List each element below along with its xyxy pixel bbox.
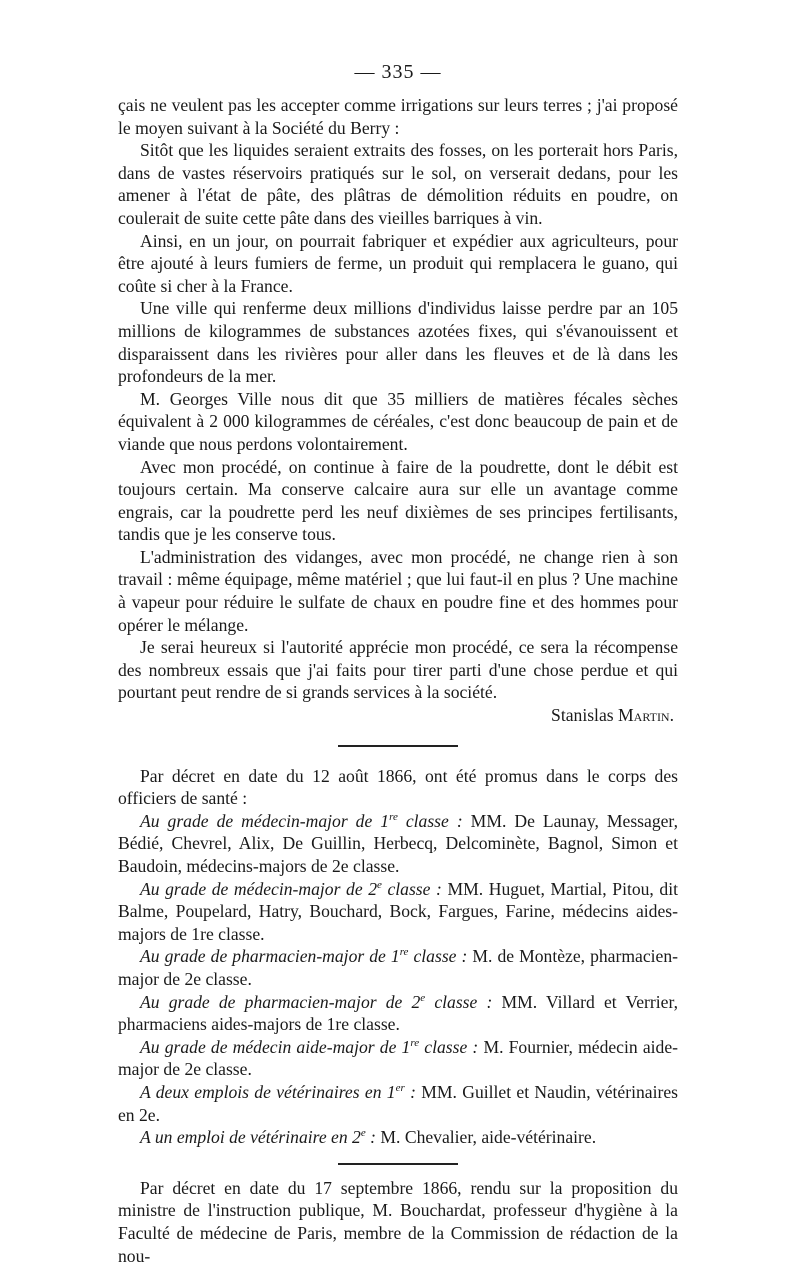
promotion-grade-text: classe : <box>408 946 468 967</box>
article-body <box>118 94 678 727</box>
promotion-list <box>118 810 678 1149</box>
decree-promotions <box>118 765 678 1149</box>
paragraph: Avec mon procédé, on continue à faire de la poudrette, dont le débit est toujours certain. Ma conserve calcaire aura sur elle un avantage comme engrais, car la poudrette perd les neuf dixièmes de ses principes fertilisants, tandis que je les conserve tous. <box>118 456 678 545</box>
promotion-grade-text: classe : <box>397 810 463 831</box>
promotion-grade <box>140 1037 478 1057</box>
promotion-grade-superscript: re <box>410 1036 420 1049</box>
author-signature <box>118 704 678 727</box>
paragraph: Une ville qui renferme deux millions d'individus laisse perdre par an 105 millions de kilogrammes de substances azotées fixes, qui s'évanouissent et disparaissent dans les rivières pour aller dans les fleuves et de là dans les profondeurs de la mer. <box>118 298 678 387</box>
promotion-grade-text: classe : <box>419 1036 479 1057</box>
promotion-names: M. Fournier, médecin aide-major de 2e classe. <box>118 1036 678 1080</box>
decree-bouchardat: Par décret en date du 17 septembre 1866, rendu sur la proposition du ministre de l'instruction publique, M. Bouchardat, professeur d'hygiène à la Faculté de médecine de Paris, membre de la Commission de rédaction de la nou- <box>118 1177 678 1266</box>
promotion-grade <box>140 1127 376 1147</box>
promotion-grade-text: A deux emplois de vétérinaires en 1 <box>140 1081 396 1102</box>
promotion-grade-text: Au grade de pharmacien-major de 2 <box>140 991 421 1012</box>
paragraph: M. Georges Ville nous dit que 35 milliers de matières fécales sèches équivalent à 2 000 kilogrammes de céréales, c'est donc beaucoup de pain et de viande que nous perdons volontairement. <box>118 388 678 454</box>
signature-last-name: Martin. <box>618 705 674 726</box>
promotion-names: MM. Huguet, Martial, Pitou, dit Balme, Poupelard, Hatry, Bouchard, Bock, Fargues, Farine, médecins aides-majors de 1re classe. <box>118 878 678 944</box>
promotion-entry <box>118 1126 678 1149</box>
promotion-grade <box>140 811 463 831</box>
signature-first-name: Stanislas <box>551 705 614 726</box>
section-divider <box>338 745 458 747</box>
section-divider <box>338 1163 458 1165</box>
paragraph: L'administration des vidanges, avec mon procédé, ne change rien à son travail : même équipage, même matériel ; que lui faut-il en plus ? Une machine à vapeur pour réduire le sulfate de chaux en poudre fine et des hommes pour opérer le mélange. <box>118 546 678 635</box>
promotion-grade-text: : <box>404 1081 416 1102</box>
promotion-grade-text: Au grade de médecin-major de 1 <box>140 810 390 831</box>
promotion-grade-text: Au grade de médecin-major de 2 <box>140 878 377 899</box>
page-number: — 335 — <box>354 61 442 83</box>
promotion-grade-superscript: e <box>420 991 426 1004</box>
decree-intro: Par décret en date du 12 août 1866, ont été promus dans le corps des officiers de santé : <box>118 765 678 809</box>
promotion-entry <box>118 945 678 990</box>
promotion-names: MM. Guillet et Naudin, vétérinaires en 2e. <box>118 1081 678 1125</box>
promotion-grade-text: A un emploi de vétérinaire en 2 <box>140 1127 361 1148</box>
promotion-grade-text: Au grade de pharmacien-major de 1 <box>140 946 400 967</box>
promotion-grade-text: classe : <box>425 991 493 1012</box>
promotion-grade-superscript: e <box>360 1127 366 1140</box>
promotion-entry <box>118 1036 678 1081</box>
promotion-entry <box>118 878 678 946</box>
promotion-grade-superscript: re <box>389 810 398 823</box>
promotion-grade-text: : <box>365 1127 376 1148</box>
promotion-grade-superscript: re <box>399 946 409 959</box>
promotion-grade <box>140 879 442 899</box>
paragraph: Sitôt que les liquides seraient extraits des fosses, on les porterait hors Paris, dans de vastes réservoirs pratiqués sur le sol, on verserait dedans, pour les amener à l'état de pâte, des plâtras de démolition réduits en poudre, on coulerait de suite cette pâte dans des vieilles barriques à vin. <box>118 140 678 228</box>
promotion-grade-text: classe : <box>381 878 442 899</box>
paragraph: Je serai heureux si l'autorité apprécie mon procédé, ce sera la récompense des nombreux essais que j'ai faits pour tirer parti d'une chose perdue et qui pourtant peut rendre de si grands services à la société. <box>118 637 678 703</box>
promotion-grade <box>140 1082 416 1102</box>
promotion-entry <box>118 810 678 878</box>
promotion-entry <box>118 1081 678 1126</box>
promotion-entry <box>118 991 678 1036</box>
promotion-names: MM. De Launay, Messager, Bédié, Chevrel, Alix, De Guillin, Herbecq, Delcominète, Bagnol, Simon et Baudoin, médecins-majors de 2e classe. <box>118 810 678 876</box>
paragraph: çais ne veulent pas les accepter comme irrigations sur leurs terres ; j'ai proposé le moyen suivant à la Société du Berry : <box>118 95 678 138</box>
promotion-grade-superscript: er <box>395 1082 405 1095</box>
promotion-names: M. Chevalier, aide-vétérinaire. <box>376 1127 597 1148</box>
paragraph: Ainsi, en un jour, on pourrait fabriquer et expédier aux agriculteurs, pour être ajouté à leurs fumiers de ferme, un produit qui remplacera le guano, qui coûte si cher à la France. <box>118 230 678 296</box>
promotion-grade-text: Au grade de médecin aide-major de 1 <box>140 1036 411 1057</box>
promotion-grade <box>140 992 492 1012</box>
promotion-names: M. de Montèze, pharmacien-major de 2e classe. <box>118 946 679 989</box>
promotion-names: MM. Villard et Verrier, pharmaciens aides-majors de 1re classe. <box>118 991 678 1035</box>
promotion-grade-superscript: e <box>377 878 382 891</box>
promotion-grade <box>140 946 467 966</box>
